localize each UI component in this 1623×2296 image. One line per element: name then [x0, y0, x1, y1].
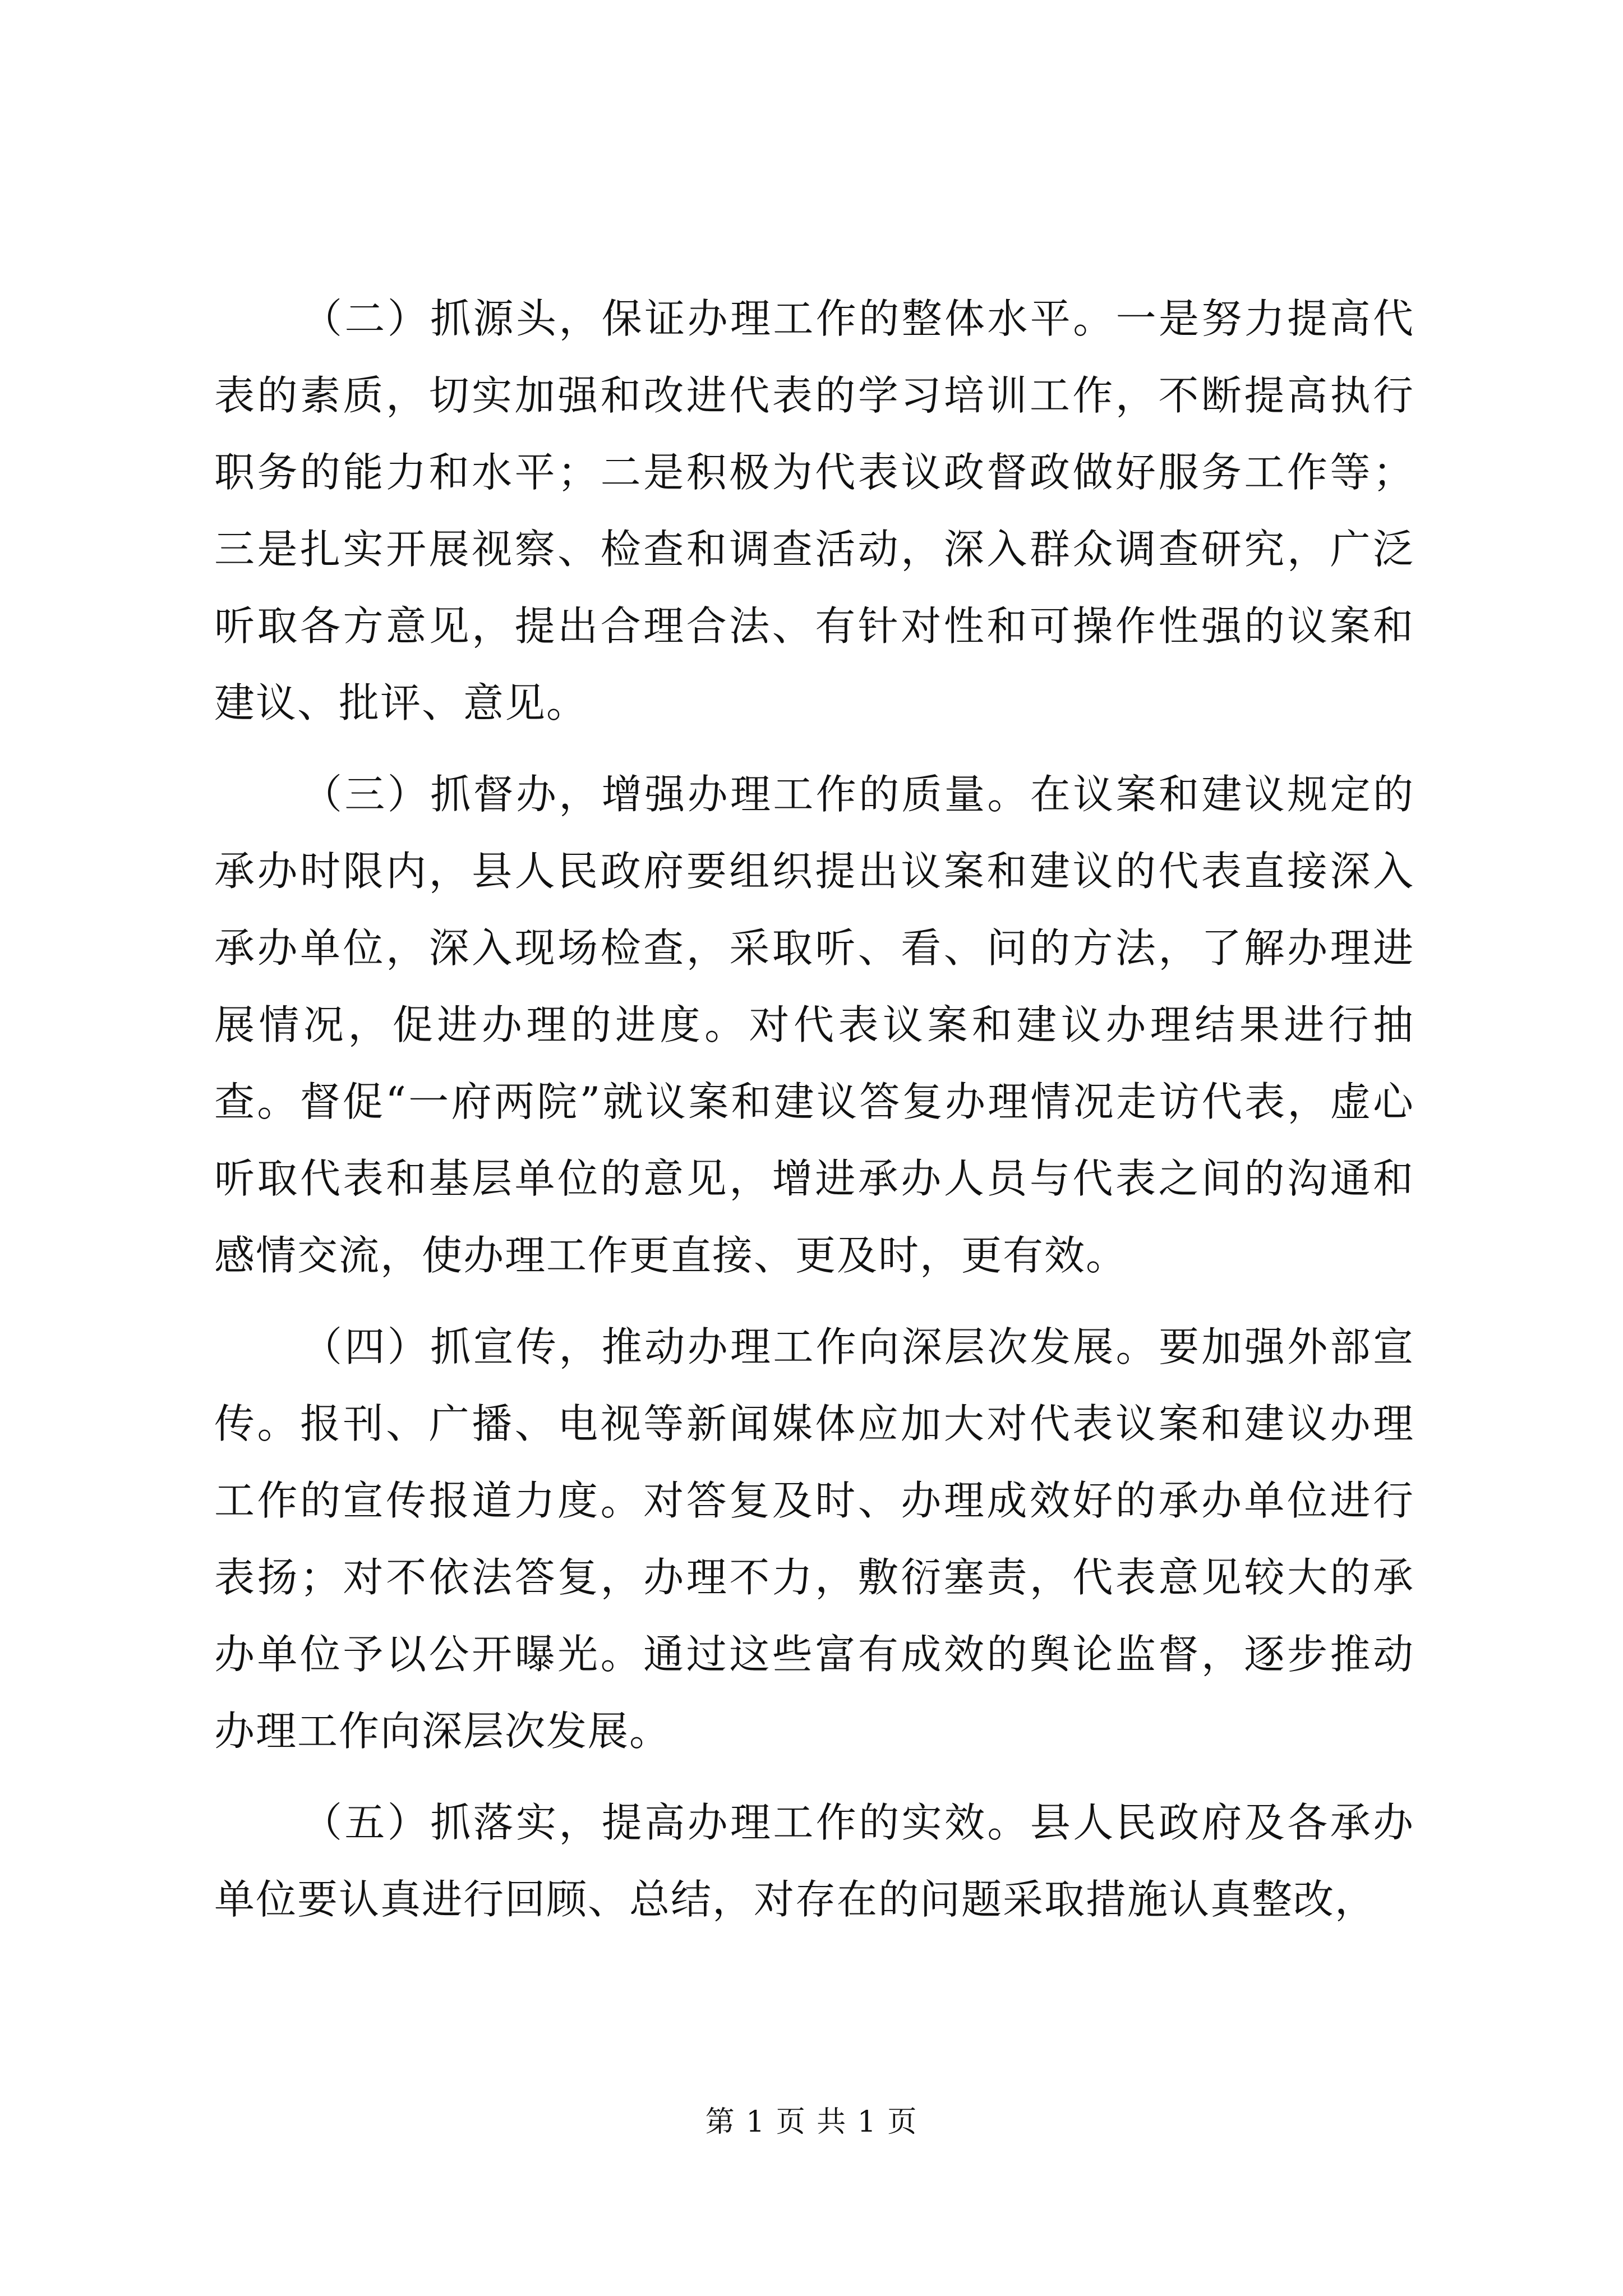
paragraph-3: （三）抓督办，增强办理工作的质量。在议案和建议规定的承办时限内，县人民政府要组织提出议案和建议的代表直接深入承办单位，深入现场检查，采取听、看、问的方法，了解办理进展情况，促进办理的进度。对代表议案和建议办理结果进行抽查。督促“一府两院”就议案和建议答复办理情况走访代表，虚心听取代表和基层单位的意见，增进承办人员与代表之间的沟通和感情交流，使办理工作更直接、更及时，更有效。: [214, 771, 1414, 1279]
page-footer: 第 1 页 共 1 页: [705, 2105, 918, 2139]
paragraph-4: （四）抓宣传，推动办理工作向深层次发展。要加强外部宣传。报刊、广播、电视等新闻媒体应加大对代表议案和建议办理工作的宣传报道力度。对答复及时、办理成效好的承办单位进行表扬；对不依法答复，办理不力，敷衍塞责，代表意见较大的承办单位予以公开曝光。通过这些富有成效的舆论监督，逐步推动办理工作向深层次发展。: [214, 1323, 1414, 1755]
document-body: [214, 280, 1414, 1938]
paragraph-2: （二）抓源头，保证办理工作的整体水平。一是努力提高代表的素质，切实加强和改进代表的学习培训工作，不断提高执行职务的能力和水平；二是积极为代表议政督政做好服务工作等；三是扎实开展视察、检查和调查活动，深入群众调查研究，广泛听取各方意见，提出合理合法、有针对性和可操作性强的议案和建议、批评、意见。: [214, 295, 1414, 726]
paragraph-5: （五）抓落实，提高办理工作的实效。县人民政府及各承办单位要认真进行回顾、总结，对存在的问题采取措施认真整改，: [214, 1799, 1414, 1923]
